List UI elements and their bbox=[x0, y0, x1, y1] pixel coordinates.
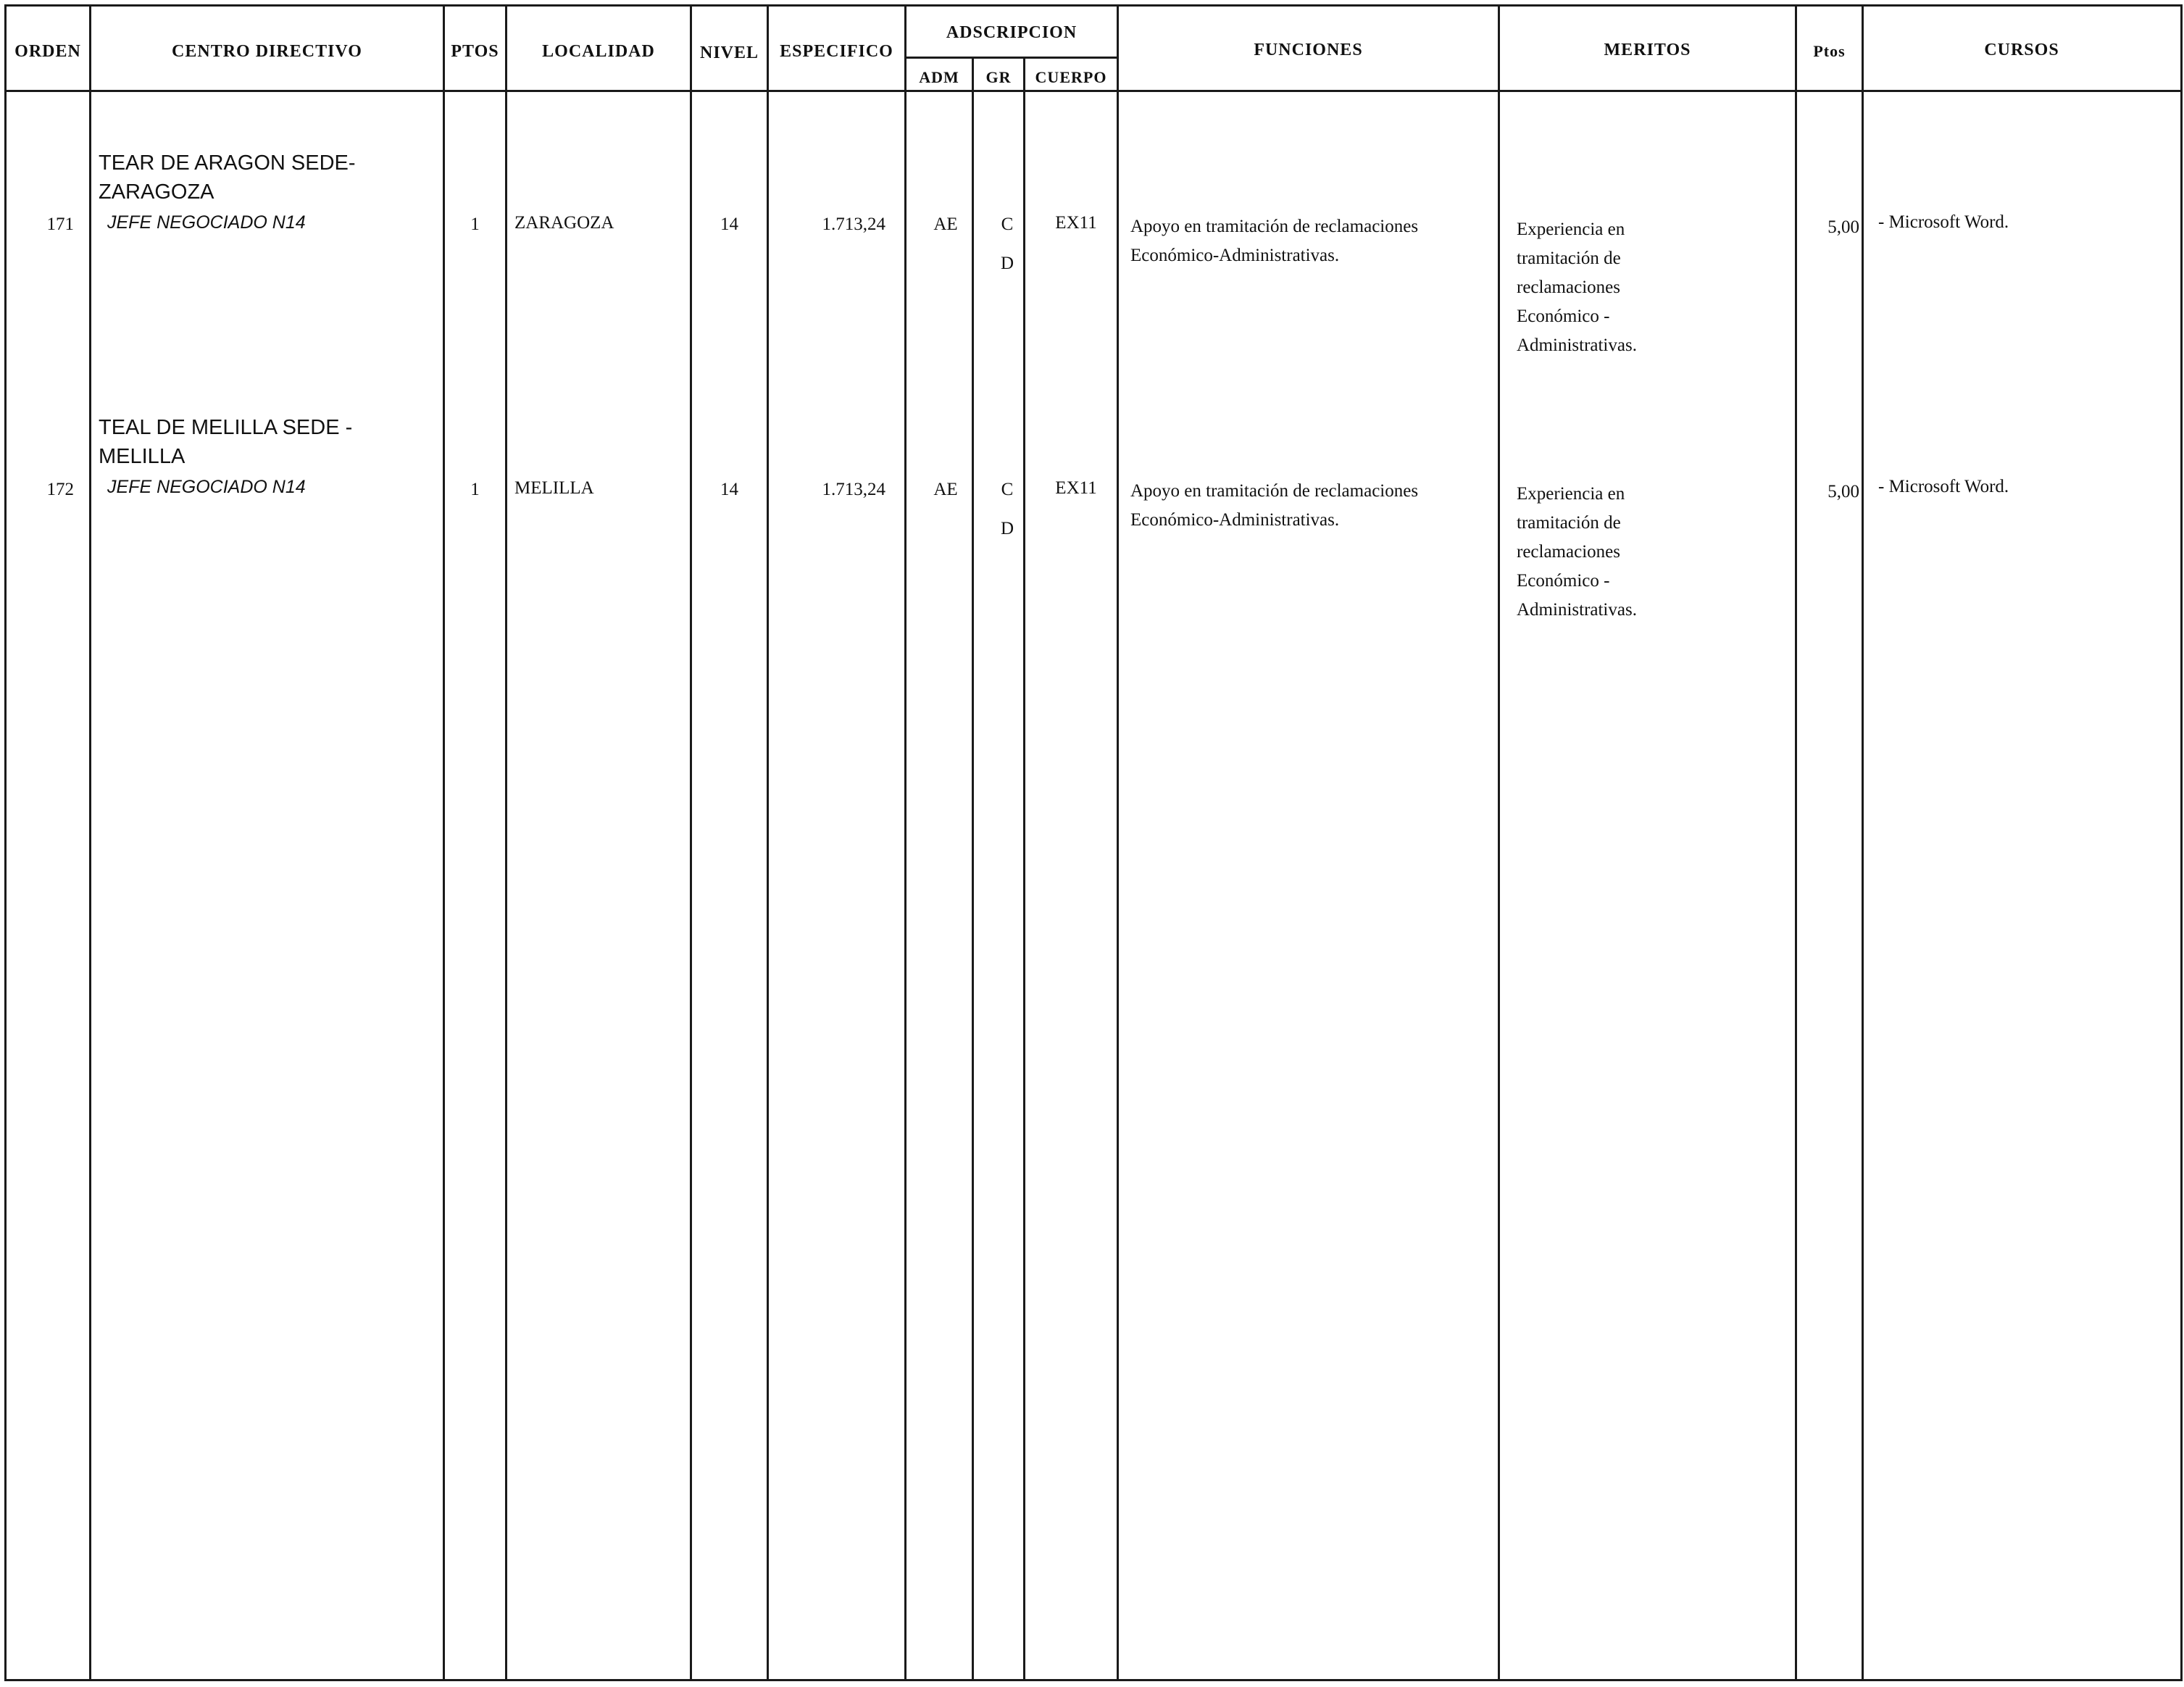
centro-directivo: TEAR DE ARAGON SEDE-ZARAGOZA bbox=[99, 151, 356, 204]
gr-value: C bbox=[1001, 480, 1014, 499]
cursos-value: - Microsoft Word. bbox=[1878, 212, 2009, 232]
header-localidad: LOCALIDAD bbox=[542, 42, 655, 61]
funciones-text: Apoyo en tramitación de reclamaciones Económico-Administrativas. bbox=[1130, 217, 1419, 265]
gr-value: D bbox=[1000, 519, 1014, 538]
adm-value: AE bbox=[933, 480, 958, 499]
col-divider bbox=[1117, 4, 1119, 1681]
meritos-text: Experiencia en tramitación de reclamaciones Económico - Administrativas. bbox=[1517, 484, 1637, 620]
adscripcion-divider bbox=[904, 57, 1119, 59]
ptos-merito-value: 5,00 bbox=[1827, 482, 1859, 501]
header-meritos: MERITOS bbox=[1604, 41, 1691, 59]
ptos-value: 1 bbox=[470, 480, 480, 499]
localidad-value: MELILLA bbox=[514, 478, 594, 498]
puesto-title: JEFE NEGOCIADO N14 bbox=[107, 477, 306, 497]
col-divider bbox=[443, 4, 445, 1681]
adm-value: AE bbox=[933, 214, 958, 234]
col-divider bbox=[505, 4, 507, 1681]
header-ptos: PTOS bbox=[451, 42, 499, 61]
especifico-value: 1.713,24 bbox=[822, 480, 885, 499]
header-adm: ADM bbox=[919, 68, 959, 86]
header-especifico: ESPECIFICO bbox=[780, 42, 893, 61]
col-divider bbox=[767, 4, 769, 1681]
cuerpo-value: EX11 bbox=[1055, 478, 1097, 498]
col-divider bbox=[972, 58, 974, 1681]
ptos-merito-value: 5,00 bbox=[1827, 217, 1859, 237]
gr-value: C bbox=[1001, 214, 1014, 234]
col-divider bbox=[904, 4, 906, 1681]
col-divider bbox=[690, 4, 692, 1681]
header-nivel: NIVEL bbox=[699, 43, 759, 62]
funciones-text: Apoyo en tramitación de reclamaciones Económico-Administrativas. bbox=[1130, 481, 1419, 530]
localidad-value: ZARAGOZA bbox=[514, 213, 614, 233]
header-gr: GR bbox=[985, 68, 1012, 86]
gr-value: D bbox=[1000, 254, 1014, 273]
header-centro-directivo: CENTRO DIRECTIVO bbox=[172, 42, 362, 61]
col-divider bbox=[1023, 58, 1025, 1681]
centro-directivo: TEAL DE MELILLA SEDE - MELILLA bbox=[99, 416, 353, 468]
nivel-value: 14 bbox=[720, 480, 738, 499]
cuerpo-value: EX11 bbox=[1055, 213, 1097, 233]
ptos-value: 1 bbox=[470, 214, 480, 234]
col-divider bbox=[1862, 4, 1864, 1681]
orden-number: 172 bbox=[46, 480, 74, 499]
nivel-value: 14 bbox=[720, 214, 738, 234]
header-orden: ORDEN bbox=[14, 42, 81, 61]
orden-number: 171 bbox=[46, 214, 74, 234]
col-divider bbox=[89, 4, 91, 1681]
header-bottom-rule bbox=[4, 90, 2183, 92]
table-frame bbox=[4, 4, 2183, 1681]
header-funciones: FUNCIONES bbox=[1254, 41, 1363, 59]
puesto-title: JEFE NEGOCIADO N14 bbox=[107, 212, 306, 233]
meritos-text: Experiencia en tramitación de reclamaciones Económico - Administrativas. bbox=[1517, 220, 1637, 355]
header-ptos-merito: Ptos bbox=[1813, 42, 1846, 60]
col-divider bbox=[1498, 4, 1500, 1681]
cursos-value: - Microsoft Word. bbox=[1878, 477, 2009, 496]
header-cuerpo: CUERPO bbox=[1035, 68, 1107, 86]
especifico-value: 1.713,24 bbox=[822, 214, 885, 234]
header-adscripcion: ADSCRIPCION bbox=[946, 23, 1078, 42]
header-cursos: CURSOS bbox=[1984, 41, 2059, 59]
col-divider bbox=[1795, 4, 1797, 1681]
